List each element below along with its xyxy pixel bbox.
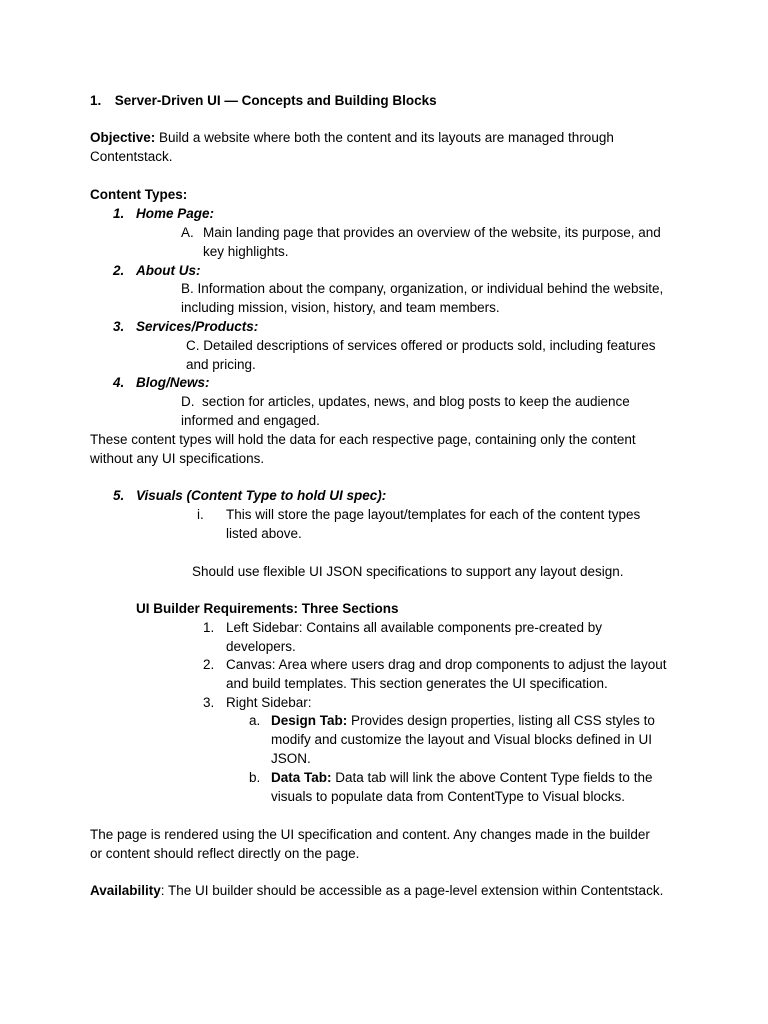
item-text: Canvas: Area where users drag and drop components to adjust the layout [226,657,667,672]
data-tab-description-2: visuals to populate data from ContentType to Visual blocks. [271,789,625,804]
item-number: 5. [113,488,125,503]
availability-text: : The UI builder should be accessible as a page-level extension within Contentstack. [160,883,664,898]
services-description-2: and pricing. [186,357,256,372]
home-page-description-1 [181,224,661,243]
item-marker: i. [197,507,204,522]
content-type-services-products [113,318,259,337]
blog-description-2: informed and engaged. [181,413,320,428]
item-text: Right Sidebar: [226,695,312,710]
visuals-description-1 [197,506,641,525]
content-types-summary-1: These content types will hold the data for each respective page, containing only the content [90,432,636,447]
item-number: 3. [203,695,215,710]
item-title: Blog/News: [136,375,210,390]
item-number: 4. [113,375,125,390]
services-description-1: C. Detailed descriptions of services offered or products sold, including features [186,338,656,353]
item-title: Services/Products: [136,319,259,334]
data-tab-text-1: Data tab will link the above Content Type fields to the [331,770,653,785]
item-title: Home Page: [136,206,215,221]
item-marker: A. [181,225,194,240]
item-title: About Us: [136,263,201,278]
ui-builder-heading: UI Builder Requirements: Three Sections [136,601,399,616]
design-tab-description-3: JSON. [271,751,311,766]
item-marker: b. [249,770,261,785]
page-title [90,92,437,111]
visuals-description-2: listed above. [226,526,302,541]
heading-text: Server-Driven UI — Concepts and Building Blocks [114,93,437,108]
visuals-note: Should use flexible UI JSON specifications to support any layout design. [192,564,624,579]
canvas-description-2: and build templates. This section generates the UI specification. [226,676,608,691]
objective-label: Objective: [90,130,156,145]
item-number: 2. [113,263,125,278]
item-marker: a. [249,713,261,728]
data-tab-label: Data Tab: [271,770,332,785]
objective-line-1 [90,129,614,148]
content-types-summary-2: without any UI specifications. [90,451,265,466]
design-tab-item [249,712,655,731]
objective-line-2: Contentstack. [90,149,173,164]
item-text: Main landing page that provides an overview of the website, its purpose, and [203,225,661,240]
content-type-visuals [113,487,387,506]
about-us-description-2: including mission, vision, history, and team members. [181,300,500,315]
content-types-label: Content Types: [90,187,188,202]
availability-label: Availability [90,883,161,898]
blog-description-1: D. section for articles, updates, news, and blog posts to keep the audience [181,394,630,409]
item-title: Visuals (Content Type to hold UI spec): [136,488,387,503]
render-paragraph-1: The page is rendered using the UI specification and content. Any changes made in the builder [90,827,650,842]
ui-builder-item-left-sidebar [203,619,602,638]
ui-builder-item-right-sidebar [203,694,312,713]
item-text: Left Sidebar: Contains all available components pre-created by [226,620,602,635]
design-tab-label: Design Tab: [271,713,348,728]
design-tab-description-2: modify and customize the layout and Visual blocks defined in UI [271,732,652,747]
availability-paragraph [90,882,663,901]
item-number: 3. [113,319,125,334]
content-type-home-page [113,205,215,224]
ui-builder-item-canvas [203,656,667,675]
item-number: 1. [113,206,125,221]
content-type-about-us [113,262,201,281]
data-tab-item [249,769,653,788]
item-number: 2. [203,657,215,672]
render-paragraph-2: or content should reflect directly on the page. [90,846,360,861]
item-number: 1. [203,620,215,635]
content-type-blog-news [113,374,210,393]
design-tab-text-1: Provides design properties, listing all CSS styles to [347,713,655,728]
left-sidebar-description-2: developers. [226,639,296,654]
objective-text-1: Build a website where both the content and its layouts are managed through [159,130,614,145]
item-text: This will store the page layout/templates for each of the content types [226,507,641,522]
about-us-description-1: B. Information about the company, organization, or individual behind the website, [181,281,664,296]
heading-number: 1. [90,93,102,108]
home-page-description-2: key highlights. [203,244,289,259]
